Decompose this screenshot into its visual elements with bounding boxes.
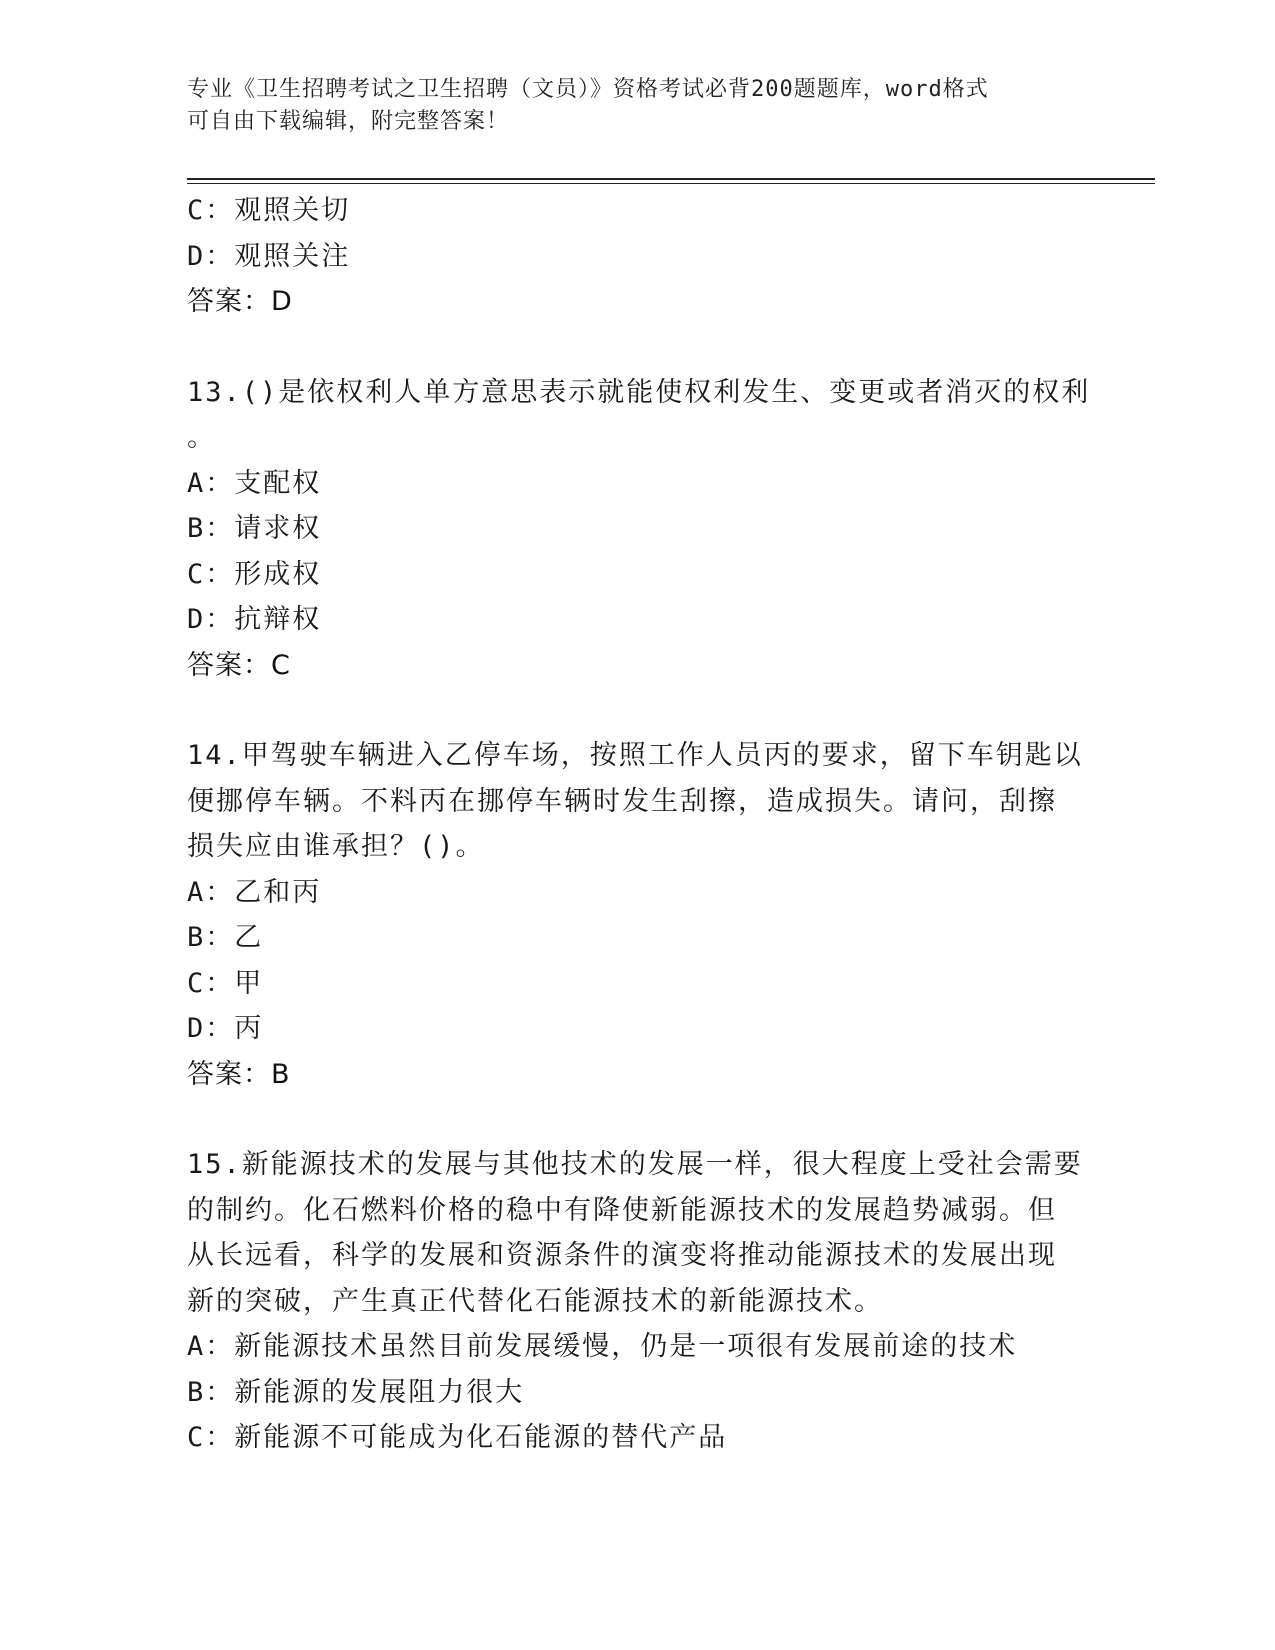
option-c: C：甲 [187,967,264,999]
question-spacer [187,688,1087,733]
option-d: D：丙 [187,1013,264,1044]
option-a: A：乙和丙 [187,876,322,908]
option-b: B：乙 [187,922,264,953]
answer-line: 答案：D [187,286,293,317]
document-header [187,74,1067,138]
option-d: D：抗辩权 [187,604,322,635]
option-b: B：请求权 [187,513,322,544]
question-stem-line: 新的突破，产生真正代替化石能源技术的新能源技术。 [187,1285,883,1317]
header-divider-thick [187,178,1155,180]
header-title-line-2: 可自由下载编辑，附完整答案！ [187,109,510,134]
question-15 [187,1142,1087,1461]
question-content [187,188,1091,1461]
header-divider-thin [187,183,1155,184]
header-title-line-1: 专业《卫生招聘考试之卫生招聘（文员）》资格考试必背200题题库，word格式 [187,77,989,102]
answer-line: 答案：B [187,1058,291,1090]
question-stem-line: 。 [187,422,216,453]
option-a: A：新能源技术虽然目前发展缓慢，仍是一项很有发展前途的技术 [187,1331,1018,1362]
question-stem-line: 便挪停车辆。不料丙在挪停车辆时发生刮擦，造成损失。请问，刮擦 [187,785,1057,817]
question-12-tail [187,188,1087,325]
option-c: C：新能源不可能成为化石能源的替代产品 [187,1422,728,1453]
option-c: C：观照关切 [187,195,351,226]
question-stem-line: 损失应由谁承担？()。 [187,831,485,862]
question-stem-line: 13.()是依权利人单方意思表示就能使权利发生、变更或者消灭的权利 [187,376,1091,408]
question-14 [187,733,1087,1097]
question-spacer [187,325,1087,370]
answer-line: 答案：C [187,649,291,681]
question-stem-line: 15.新能源技术的发展与其他技术的发展一样，很大程度上受社会需要 [187,1149,1083,1180]
question-stem-line: 的制约。化石燃料价格的稳中有降使新能源技术的发展趋势减弱。但 [187,1194,1057,1226]
option-b: B：新能源的发展阻力很大 [187,1376,525,1408]
option-a: A：支配权 [187,467,322,499]
option-c: C：形成权 [187,558,322,590]
question-13 [187,370,1091,689]
question-spacer [187,1097,1087,1142]
question-stem-line: 14.甲驾驶车辆进入乙停车场，按照工作人员丙的要求，留下车钥匙以 [187,740,1083,771]
option-d: D：观照关注 [187,240,351,272]
question-stem-line: 从长远看，科学的发展和资源条件的演变将推动能源技术的发展出现 [187,1240,1057,1271]
